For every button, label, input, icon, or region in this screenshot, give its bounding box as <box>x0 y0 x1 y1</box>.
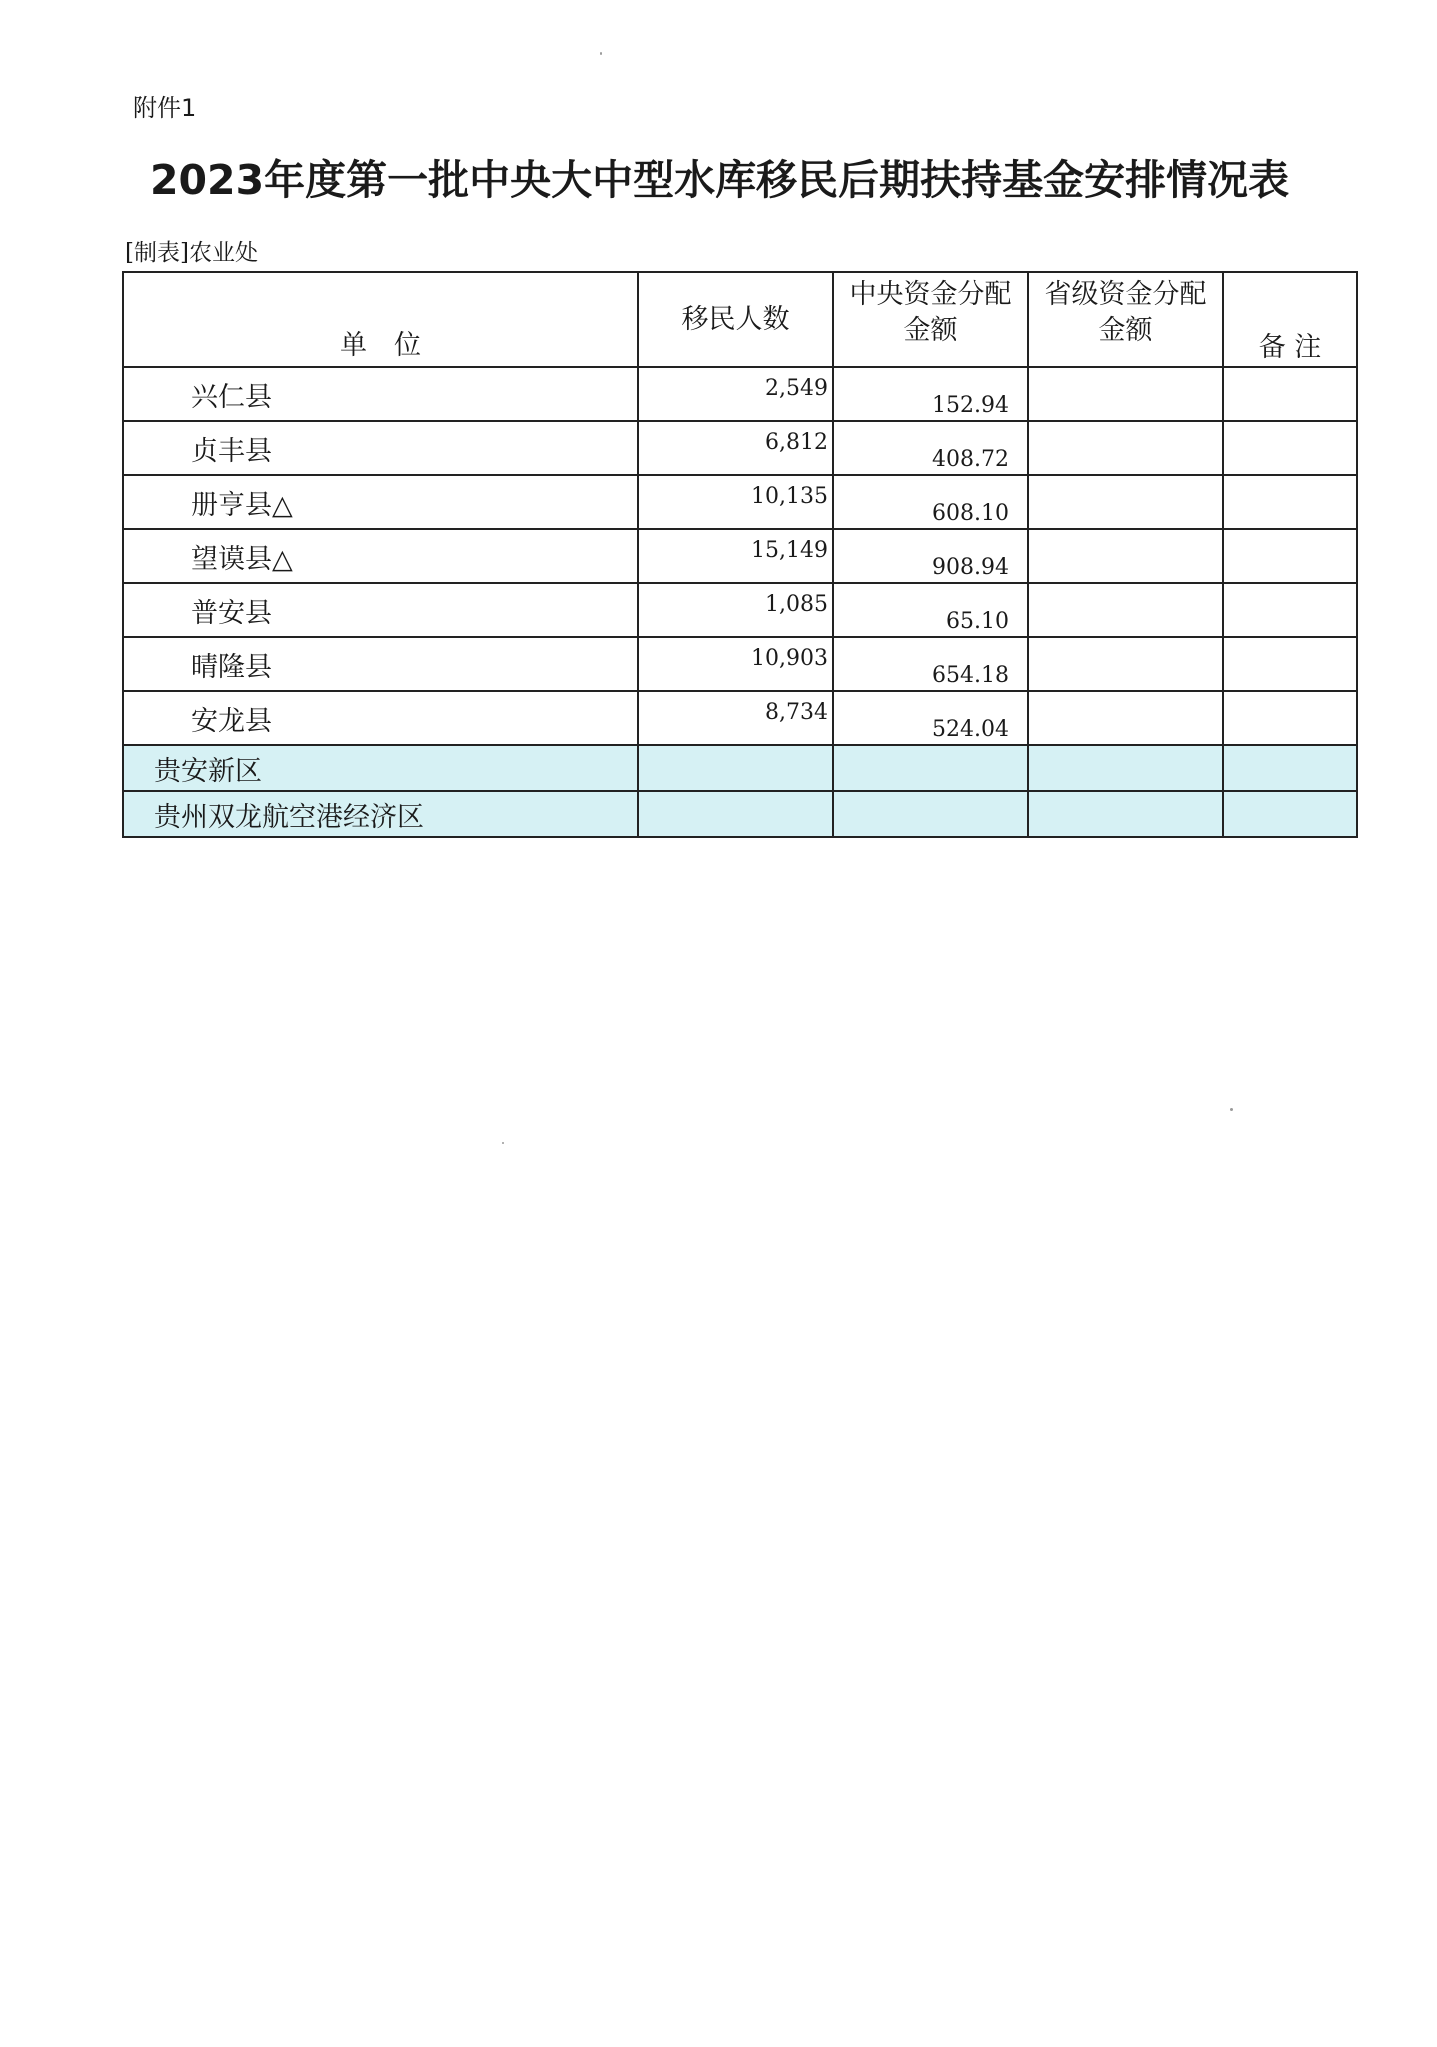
attachment-label: 附件1 <box>133 94 197 122</box>
table-row-shaded <box>123 791 1357 837</box>
cell-migrants: 2,549 <box>638 367 833 421</box>
header-note: 备 注 <box>1223 272 1357 367</box>
cell-unit: 贵州双龙航空港经济区 <box>123 791 638 837</box>
page-title: 2023年度第一批中央大中型水库移民后期扶持基金安排情况表 <box>150 156 1290 204</box>
table-row <box>123 529 1357 583</box>
allocation-table <box>122 271 1358 838</box>
cell-migrants: 10,903 <box>638 637 833 691</box>
header-provincial-funds <box>1028 272 1223 367</box>
cell-migrants <box>638 745 833 791</box>
cell-central: 152.94 <box>833 367 1028 421</box>
header-provincial-line2: 金额 <box>1098 315 1153 346</box>
cell-provincial <box>1028 421 1223 475</box>
cell-provincial <box>1028 745 1223 791</box>
cell-unit: 兴仁县 <box>123 367 638 421</box>
cell-central: 65.10 <box>833 583 1028 637</box>
cell-migrants: 8,734 <box>638 691 833 745</box>
cell-note <box>1223 421 1357 475</box>
cell-migrants: 10,135 <box>638 475 833 529</box>
cell-central: 908.94 <box>833 529 1028 583</box>
table-row <box>123 475 1357 529</box>
cell-note <box>1223 475 1357 529</box>
cell-provincial <box>1028 367 1223 421</box>
cell-provincial <box>1028 529 1223 583</box>
cell-unit: 晴隆县 <box>123 637 638 691</box>
scan-speck <box>502 1142 504 1144</box>
cell-provincial <box>1028 691 1223 745</box>
cell-migrants <box>638 791 833 837</box>
cell-note <box>1223 583 1357 637</box>
cell-migrants: 15,149 <box>638 529 833 583</box>
cell-note <box>1223 745 1357 791</box>
cell-unit: 安龙县 <box>123 691 638 745</box>
cell-central: 408.72 <box>833 421 1028 475</box>
table-row <box>123 637 1357 691</box>
cell-provincial <box>1028 583 1223 637</box>
cell-unit: 册亨县△ <box>123 475 638 529</box>
table-row <box>123 583 1357 637</box>
cell-provincial <box>1028 637 1223 691</box>
header-central-funds <box>833 272 1028 367</box>
cell-central: 654.18 <box>833 637 1028 691</box>
scan-speck <box>1230 1108 1233 1111</box>
cell-note <box>1223 791 1357 837</box>
cell-provincial <box>1028 791 1223 837</box>
cell-central: 608.10 <box>833 475 1028 529</box>
cell-note <box>1223 691 1357 745</box>
header-central-line1: 中央资金分配 <box>849 279 1012 310</box>
cell-note <box>1223 367 1357 421</box>
table-row <box>123 421 1357 475</box>
cell-central <box>833 791 1028 837</box>
cell-central: 524.04 <box>833 691 1028 745</box>
cell-migrants: 1,085 <box>638 583 833 637</box>
cell-migrants: 6,812 <box>638 421 833 475</box>
scan-speck <box>600 52 602 55</box>
cell-central <box>833 745 1028 791</box>
cell-provincial <box>1028 475 1223 529</box>
cell-unit: 普安县 <box>123 583 638 637</box>
cell-note <box>1223 529 1357 583</box>
header-central-line2: 金额 <box>903 315 958 346</box>
header-provincial-line1: 省级资金分配 <box>1044 279 1207 310</box>
table-row <box>123 691 1357 745</box>
table-row <box>123 367 1357 421</box>
cell-unit: 望谟县△ <box>123 529 638 583</box>
header-migrants: 移民人数 <box>638 272 833 367</box>
cell-unit: 贵安新区 <box>123 745 638 791</box>
cell-note <box>1223 637 1357 691</box>
maker-label: [制表]农业处 <box>125 240 258 266</box>
table-row-shaded <box>123 745 1357 791</box>
table-header-row <box>123 272 1357 367</box>
header-unit: 单 位 <box>123 272 638 367</box>
cell-unit: 贞丰县 <box>123 421 638 475</box>
